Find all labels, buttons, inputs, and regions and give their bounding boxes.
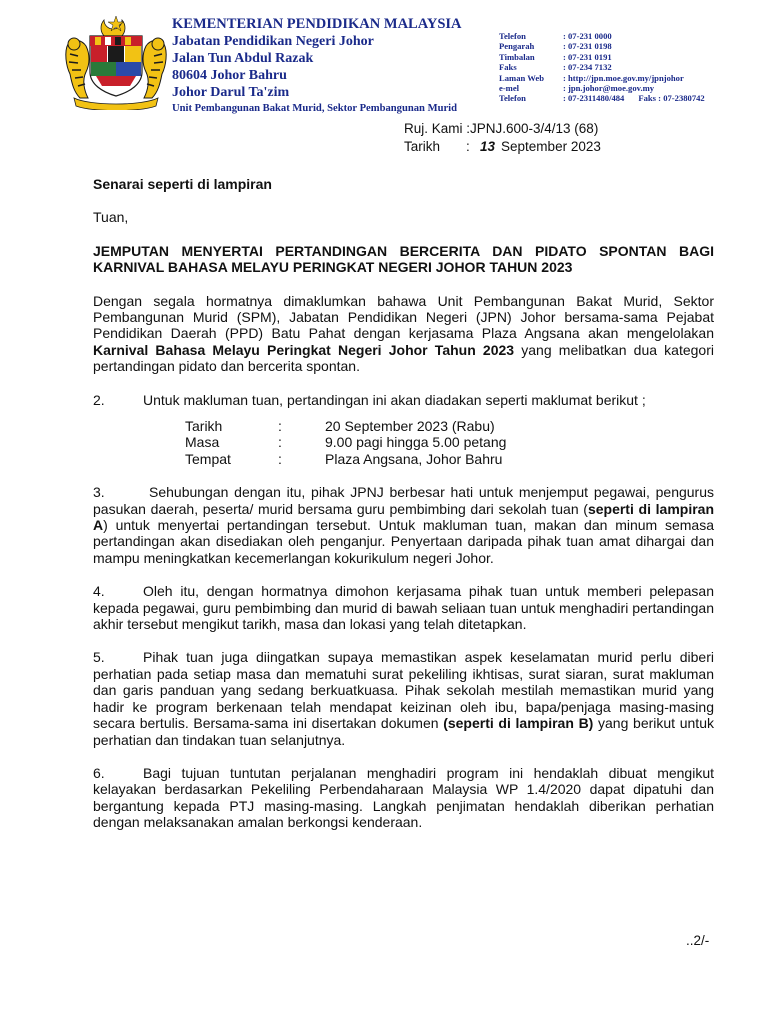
- page-continuation-marker: ..2/-: [686, 933, 710, 948]
- contact-row: Telefon : 07-2311480/484 Faks : 07-2380742: [499, 93, 705, 104]
- handwritten-day: 13: [480, 139, 496, 154]
- letterhead-organisation: [172, 16, 462, 115]
- contact-row: Timbalan : 07-231 0191: [499, 51, 612, 62]
- website-link[interactable]: : http://jpn.moe.gov.my/jpnjohor: [563, 72, 684, 83]
- reference-number: Ruj. Kami : JPNJ.600-3/4/13 (68): [404, 121, 599, 136]
- department-name: Jabatan Pendidikan Negeri Johor: [172, 34, 374, 49]
- ministry-name: KEMENTERIAN PENDIDIKAN MALAYSIA: [172, 16, 462, 32]
- paragraph-4: 4. Oleh itu, dengan hormatnya dimohon kerjasama pihak tuan untuk memberi pelepasan kepada pegawai, guru pembimbing dan murid di bawah seliaan tuan untuk menghadiri pertandingan akhir tersebut mengikut tarikh, masa dan lokasi yang telah ditetapkan.: [93, 583, 714, 633]
- paragraph-1: Dengan segala hormatnya dimaklumkan bahawa Unit Pembangunan Bakat Murid, Sektor Pembangunan Murid (SPM), Jabatan Pendidikan Negeri (JPN) Johor bersama-sama Pejabat Pendidikan Daerah (PPD) Batu Pahat dengan kerjasama Plaza Angsana akan mengelolakan Karnival Bahasa Melayu Peringkat Negeri Johor Tahun 2023 yang melibatkan dua kategori pertandingan pidato dan bercerita spontan.: [93, 292, 714, 375]
- address-state: Johor Darul Ta'zim: [172, 85, 290, 100]
- schedule-row: Tempat : Plaza Angsana, Johor Bahru: [185, 450, 503, 467]
- paragraph-5: 5. Pihak tuan juga diingatkan supaya memastikan aspek keselamatan murid perlu diberi perhatian pada setiap masa dan mematuhi surat pekeliling ikhtisas, surat siaran, surat makluman dan garis panduan yang sedang berkuatkuasa. Pihak sekolah mestilah memastikan murid yang hadir ke program berkenaan telah mendapat keizinan oleh ibu, bapa/penjaga masing-masing secara bertulis. Bersama-sama ini disertakan dokumen (seperti di lampiran B) yang berikut untuk perhatian dan tindakan tuan selanjutnya.: [93, 649, 714, 748]
- address-street: Jalan Tun Abdul Razak: [172, 51, 314, 66]
- reference-date: Tarikh : 13 September 2023: [404, 139, 601, 154]
- paragraph-2: 2. Untuk makluman tuan, pertandingan ini akan diadakan seperti maklumat berikut ;: [93, 391, 646, 408]
- schedule-row: Masa : 9.00 pagi hingga 5.00 petang: [185, 434, 507, 451]
- reference-block: [404, 120, 601, 156]
- recipient-line: Senarai seperti di lampiran: [93, 176, 272, 192]
- salutation: Tuan,: [93, 209, 129, 226]
- address-postcode: 80604 Johor Bahru: [172, 68, 287, 83]
- event-schedule: [185, 418, 714, 467]
- letter-body: [93, 176, 714, 831]
- email-link[interactable]: : jpn.johor@moe.gov.my: [563, 82, 655, 93]
- schedule-row: Tarikh : 20 September 2023 (Rabu): [185, 418, 495, 435]
- paragraph-6: 6. Bagi tujuan tuntutan perjalanan menghadiri program ini hendaklah dibuat mengikut kelayakan berdasarkan Pekeliling Perbendaharaan Malaysia WP 1.4/2020 dapat dipatuhi dan bergantung kepada PTJ masing-masing. Langkah penjimatan hendaklah diberikan perhatian dengan melaksanakan amalan berkongsi kenderaan.: [93, 764, 714, 831]
- letterhead-contacts: [499, 31, 705, 104]
- unit-name: Unit Pembangunan Bakat Murid, Sektor Pembangunan Murid: [172, 103, 458, 114]
- contact-row: e-mel : jpn.johor@moe.gov.my: [499, 82, 655, 93]
- letter-title: JEMPUTAN MENYERTAI PERTANDINGAN BERCERITA DAN PIDATO SPONTAN BAGI KARNIVAL BAHASA MELAYU PERINGKAT NEGERI JOHOR TAHUN 2023: [93, 242, 714, 276]
- coat-of-arms-icon: [60, 14, 172, 110]
- contact-row: Telefon : 07-231 0000: [499, 31, 612, 41]
- paragraph-3: 3. Sehubungan dengan itu, pihak JPNJ berbesar hati untuk menjemput pegawai, pengurus pasukan daerah, peserta/ murid bersama guru pembimbing dari sekolah tuan (seperti di lampiran A) untuk menyertai pertandingan tersebut. Untuk makluman tuan, makan dan minum semasa pertandingan akan disediakan oleh penganjur. Penyertaan daripada pihak tuan amat dihargai dan mampu meningkatkan kecemerlangan kokurikulum negeri Johor.: [93, 484, 714, 566]
- contact-row: Faks : 07-234 7132: [499, 62, 612, 73]
- contact-row: Laman Web : http://jpn.moe.gov.my/jpnjohor: [499, 72, 684, 83]
- contact-row: Pengarah : 07-231 0198: [499, 41, 612, 52]
